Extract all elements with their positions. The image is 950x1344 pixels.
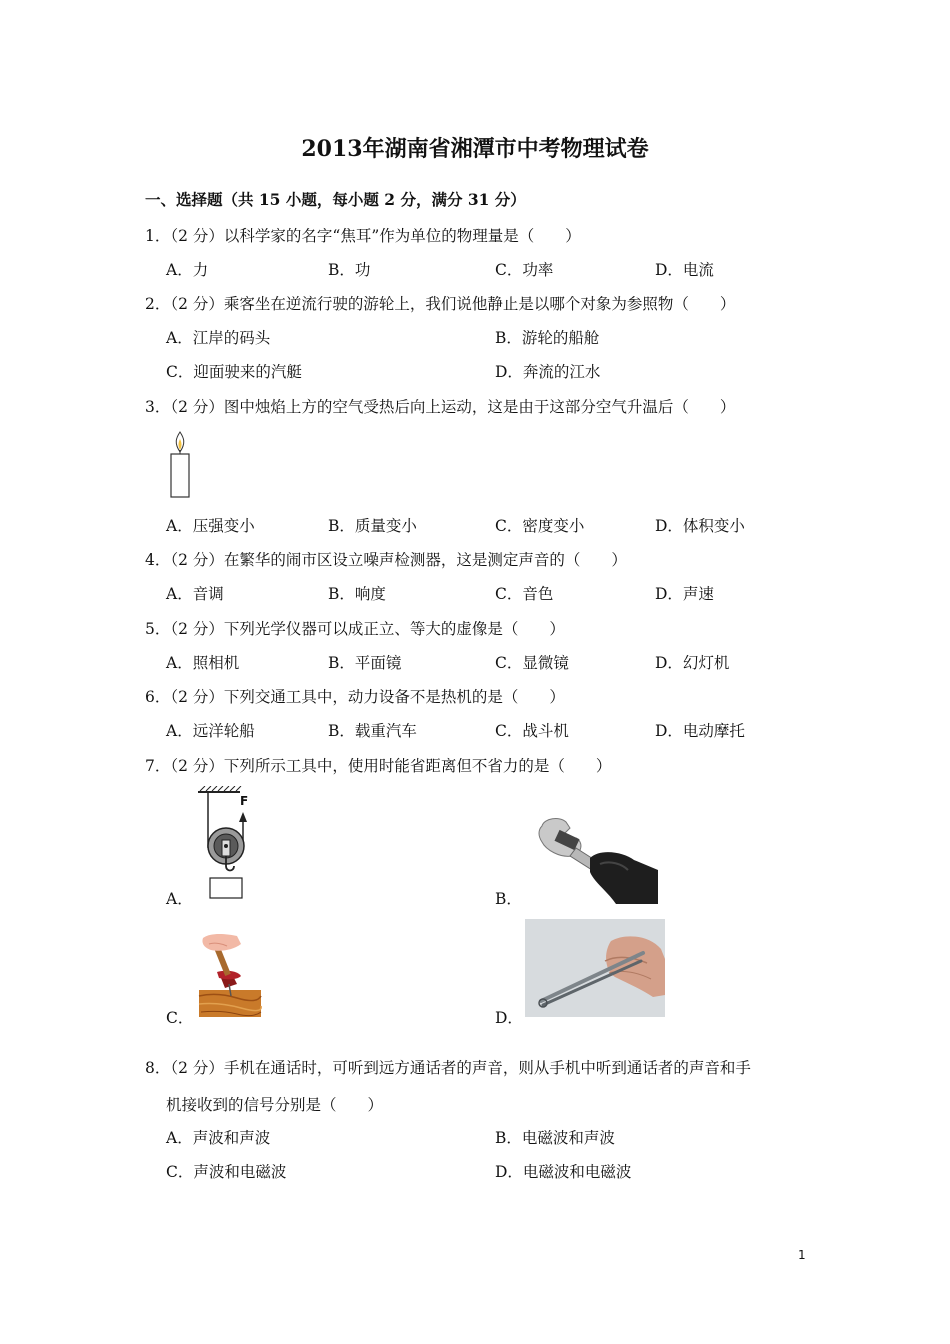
question-2-option-a: A．江岸的码头 [166,329,271,347]
tweezers-figure [525,919,665,1017]
question-6-stem: 6．（2 分）下列交通工具中，动力设备不是热机的是（ ） [145,688,565,706]
question-4-option-a: A．音调 [166,585,224,603]
question-7-stem: 7．（2 分）下列所示工具中，使用时能省距离但不省力的是（ ） [145,757,612,775]
question-2-option-d: D．奔流的江水 [495,363,601,381]
question-8-option-d: D．电磁波和电磁波 [495,1163,632,1181]
question-3-stem: 3．（2 分）图中烛焰上方的空气受热后向上运动，这是由于这部分空气升温后（ ） [145,398,736,416]
question-6-option-c: C．战斗机 [495,722,569,740]
page-title: 2013年湖南省湘潭市中考物理试卷 [301,136,649,162]
question-1-option-d: D．电流 [655,261,714,279]
question-6-option-a: A．远洋轮船 [166,722,255,740]
question-2-option-b: B．游轮的船舱 [495,329,600,347]
question-2-stem: 2．（2 分）乘客坐在逆流行驶的游轮上，我们说他静止是以哪个对象为参照物（ ） [145,295,736,313]
hammer-figure [197,932,263,1018]
question-3-option-d: D．体积变小 [655,517,745,535]
question-1-option-c: C．功率 [495,261,554,279]
question-3-option-b: B．质量变小 [328,517,417,535]
question-8-option-b: B．电磁波和声波 [495,1129,615,1147]
question-1-option-b: B．功 [328,261,371,279]
question-4-option-b: B．响度 [328,585,386,603]
question-6-option-d: D．电动摩托 [655,722,745,740]
question-4-option-d: D．声速 [655,585,714,603]
question-5-option-a: A．照相机 [166,654,240,672]
question-5-option-c: C．显微镜 [495,654,569,672]
question-2-option-c: C．迎面驶来的汽艇 [166,363,302,381]
question-5-stem: 5．（2 分）下列光学仪器可以成正立、等大的虚像是（ ） [145,620,565,638]
question-8-option-a: A．声波和声波 [166,1129,271,1147]
question-7-option-c: C． [166,1009,194,1027]
question-8-stem-line-2: 机接收到的信号分别是（ ） [166,1096,384,1114]
section-heading: 一、选择题（共 15 小题，每小题 2 分，满分 31 分） [145,190,526,209]
question-7-option-b: B． [495,890,522,908]
question-5-option-b: B．平面镜 [328,654,402,672]
question-4-stem: 4．（2 分）在繁华的闹市区设立噪声检测器，这是测定声音的（ ） [145,551,627,569]
question-8-stem-line-1: 8．（2 分）手机在通话时，可听到远方通话者的声音，则从手机中听到通话者的声音和手 [145,1059,751,1077]
question-1-stem: 1．（2 分）以科学家的名字“焦耳”作为单位的物理量是（ ） [145,227,581,245]
wrench-figure [524,812,658,904]
question-8-option-c: C．声波和电磁波 [166,1163,287,1181]
force-label: F [240,794,249,808]
question-6-option-b: B．载重汽车 [328,722,417,740]
question-1-option-a: A．力 [166,261,209,279]
question-3-option-a: A．压强变小 [166,517,255,535]
question-5-option-d: D．幻灯机 [655,654,730,672]
question-7-option-a: A． [166,890,193,908]
question-7-option-d: D． [495,1009,523,1027]
question-3-option-c: C．密度变小 [495,517,585,535]
candle-figure [165,430,195,500]
question-4-option-c: C．音色 [495,585,554,603]
page-number: 1 [798,1248,806,1262]
pulley-figure [196,786,260,902]
